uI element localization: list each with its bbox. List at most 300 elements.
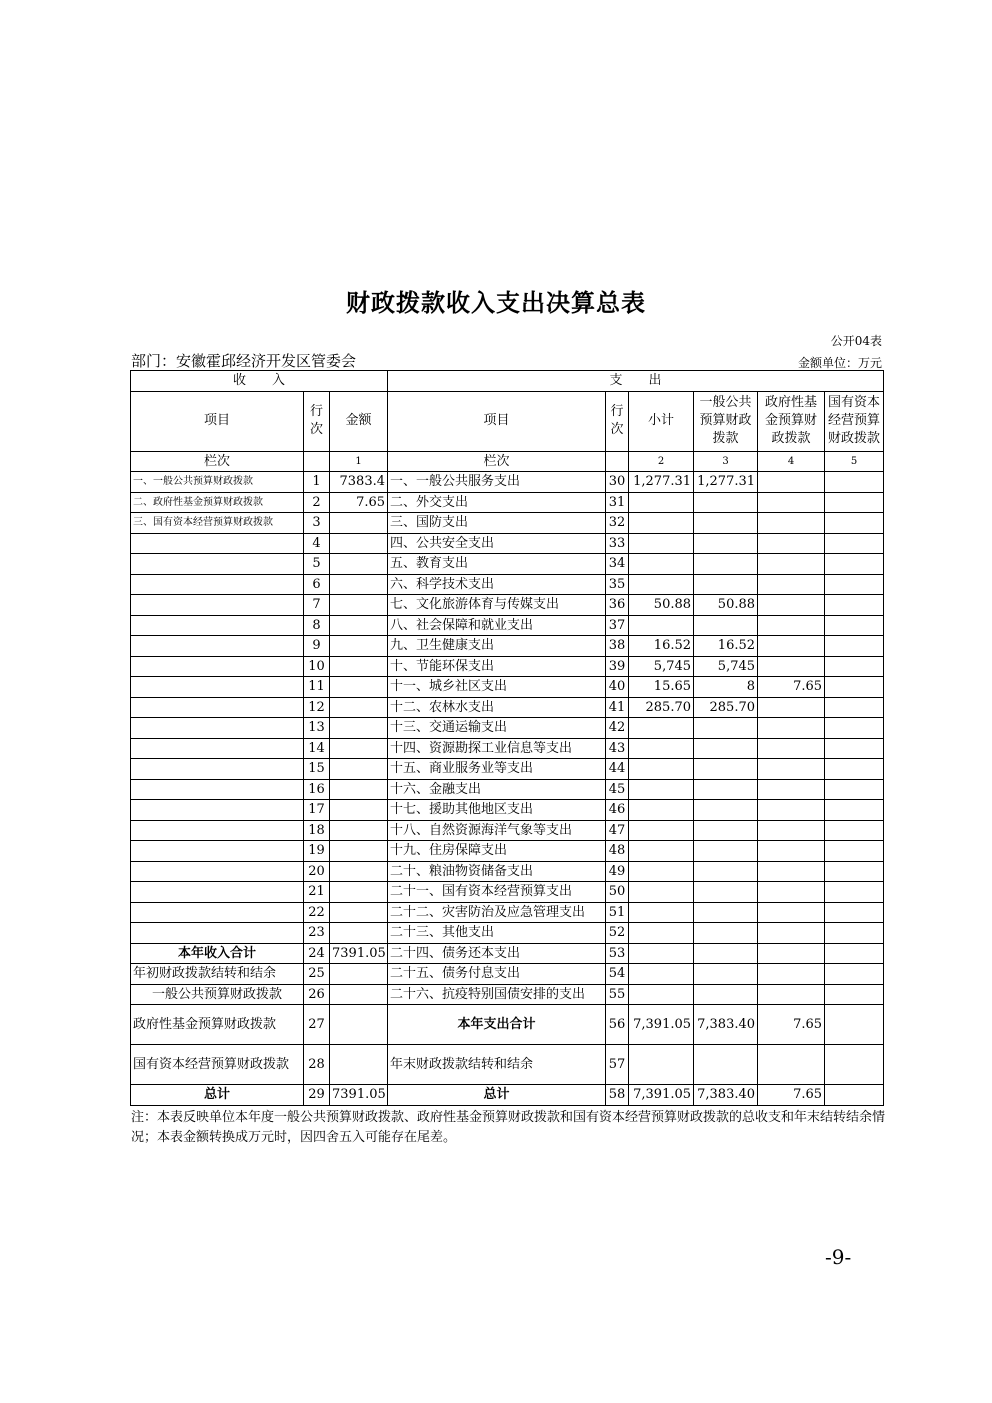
- subtotal-value: 7,391.05: [629, 1005, 694, 1045]
- table-row: [131, 513, 884, 534]
- col-index-2: 2: [629, 451, 694, 472]
- expense-item: 十七、援助其他地区支出: [388, 800, 606, 821]
- state-capital-value: [825, 533, 884, 554]
- fund-budget-value: [758, 820, 825, 841]
- income-row-no: 1: [304, 472, 330, 493]
- fund-budget-value: [758, 615, 825, 636]
- expense-item: 二十三、其他支出: [388, 923, 606, 944]
- income-item: [131, 923, 304, 944]
- table-row: [131, 595, 884, 616]
- income-row-no: 25: [304, 964, 330, 985]
- income-item: 政府性基金预算财政拨款: [131, 1005, 304, 1045]
- expense-row-no: 36: [606, 595, 629, 616]
- table-row: [131, 554, 884, 575]
- expense-item: 十九、住房保障支出: [388, 841, 606, 862]
- subtotal-value: [629, 574, 694, 595]
- income-total-label: 本年收入合计: [131, 943, 304, 964]
- subtotal-value: [629, 779, 694, 800]
- income-amount: [330, 841, 388, 862]
- income-amount: [330, 656, 388, 677]
- income-item: [131, 615, 304, 636]
- general-budget-value: [694, 902, 758, 923]
- state-capital-value: [825, 636, 884, 657]
- expense-row-no: 39: [606, 656, 629, 677]
- table-row: [131, 472, 884, 493]
- income-amount: [330, 902, 388, 923]
- fund-budget-value: [758, 718, 825, 739]
- expense-row-no-header: 行次: [606, 391, 629, 451]
- general-budget-value: 16.52: [694, 636, 758, 657]
- income-amount: 7.65: [330, 492, 388, 513]
- general-budget-value: 8: [694, 677, 758, 698]
- expense-row-no: 42: [606, 718, 629, 739]
- subtotal-value: 7,391.05: [629, 1085, 694, 1106]
- income-amount: [330, 554, 388, 575]
- expense-row-no: 43: [606, 738, 629, 759]
- subtotal-value: [629, 800, 694, 821]
- income-row-no: 29: [304, 1085, 330, 1106]
- income-amount: [330, 882, 388, 903]
- table-row: [131, 677, 884, 698]
- income-amount: 7391.05: [330, 943, 388, 964]
- fund-budget-value: 7.65: [758, 1005, 825, 1045]
- income-amount: [330, 718, 388, 739]
- general-budget-value: [694, 882, 758, 903]
- income-item: [131, 554, 304, 575]
- general-budget-value: [694, 800, 758, 821]
- expense-row-no: 40: [606, 677, 629, 698]
- expense-item: 二十、粮油物资储备支出: [388, 861, 606, 882]
- income-amount: [330, 513, 388, 534]
- general-budget-value: [694, 984, 758, 1005]
- table-row: [131, 841, 884, 862]
- table-row: [131, 1085, 884, 1106]
- fund-budget-value: [758, 943, 825, 964]
- expense-item: 二十五、债务付息支出: [388, 964, 606, 985]
- subtotal-value: [629, 820, 694, 841]
- income-amount: [330, 923, 388, 944]
- state-capital-value: [825, 718, 884, 739]
- subtotal-value: [629, 492, 694, 513]
- general-budget-value: [694, 554, 758, 575]
- state-capital-value: [825, 861, 884, 882]
- fund-budget-value: [758, 554, 825, 575]
- income-row-no: 14: [304, 738, 330, 759]
- expense-row-no: 35: [606, 574, 629, 595]
- general-budget-value: 285.70: [694, 697, 758, 718]
- expense-col-label: 栏次: [388, 451, 606, 472]
- expense-item: 二、外交支出: [388, 492, 606, 513]
- expense-row-no: 57: [606, 1045, 629, 1085]
- state-capital-value: [825, 1085, 884, 1106]
- subtotal-value: [629, 1045, 694, 1085]
- subtotal-value: [629, 984, 694, 1005]
- expense-item: 二十四、债务还本支出: [388, 943, 606, 964]
- income-amount: [330, 820, 388, 841]
- income-row-no: 3: [304, 513, 330, 534]
- grand-total-label: 总计: [131, 1085, 304, 1106]
- table-row: [131, 492, 884, 513]
- state-capital-value: [825, 615, 884, 636]
- page-title: 财政拨款收入支出决算总表: [346, 289, 646, 317]
- general-budget-value: [694, 820, 758, 841]
- income-col-label: 栏次: [131, 451, 304, 472]
- fund-budget-value: [758, 800, 825, 821]
- expense-row-no: 31: [606, 492, 629, 513]
- income-amount: [330, 1045, 388, 1085]
- income-item: 二、政府性基金预算财政拨款: [131, 492, 304, 513]
- subtotal-value: 15.65: [629, 677, 694, 698]
- subtotal-value: 285.70: [629, 697, 694, 718]
- expense-item: 十三、交通运输支出: [388, 718, 606, 739]
- income-row-no: 17: [304, 800, 330, 821]
- income-amount-header: 金额: [330, 391, 388, 451]
- income-row-no: 28: [304, 1045, 330, 1085]
- expense-row-no: 56: [606, 1005, 629, 1045]
- state-capital-value: [825, 697, 884, 718]
- expense-row-no: 53: [606, 943, 629, 964]
- income-item: [131, 779, 304, 800]
- income-item: [131, 697, 304, 718]
- income-amount: [330, 779, 388, 800]
- fund-budget-value: 7.65: [758, 1085, 825, 1106]
- state-capital-value: [825, 779, 884, 800]
- income-item: [131, 738, 304, 759]
- state-capital-header: 国有资本经营预算财政拨款: [825, 391, 884, 451]
- expense-item: 五、教育支出: [388, 554, 606, 575]
- expense-row-no: 55: [606, 984, 629, 1005]
- subtotal-value: [629, 533, 694, 554]
- fund-budget-value: [758, 636, 825, 657]
- state-capital-value: [825, 841, 884, 862]
- table-row: [131, 882, 884, 903]
- table-row: [131, 759, 884, 780]
- state-capital-value: [825, 738, 884, 759]
- income-amount: [330, 677, 388, 698]
- income-item: 三、国有资本经营预算财政拨款: [131, 513, 304, 534]
- subtotal-value: [629, 861, 694, 882]
- income-group-header: 收 入: [131, 371, 388, 392]
- income-item-header: 项目: [131, 391, 304, 451]
- income-item: [131, 574, 304, 595]
- income-row-no: 2: [304, 492, 330, 513]
- general-budget-value: [694, 964, 758, 985]
- income-item: 年初财政拨款结转和结余: [131, 964, 304, 985]
- subtotal-value: [629, 964, 694, 985]
- budget-table: [130, 370, 884, 1106]
- col-index-3: 3: [694, 451, 758, 472]
- expense-row-no: 32: [606, 513, 629, 534]
- income-item: [131, 533, 304, 554]
- income-item: 国有资本经营预算财政拨款: [131, 1045, 304, 1085]
- expense-item: 十、节能环保支出: [388, 656, 606, 677]
- general-budget-value: 7,383.40: [694, 1085, 758, 1106]
- table-row: [131, 697, 884, 718]
- income-row-no: 20: [304, 861, 330, 882]
- general-budget-value: [694, 1045, 758, 1085]
- fund-budget-value: [758, 964, 825, 985]
- income-row-no: 9: [304, 636, 330, 657]
- income-row-no: 10: [304, 656, 330, 677]
- subtotal-value: 5,745: [629, 656, 694, 677]
- expense-row-no: 46: [606, 800, 629, 821]
- expense-total-label: 本年支出合计: [388, 1005, 606, 1045]
- income-amount: [330, 636, 388, 657]
- table-row: [131, 656, 884, 677]
- column-index-row: [131, 451, 884, 472]
- income-item: [131, 595, 304, 616]
- expense-item: 十六、金融支出: [388, 779, 606, 800]
- state-capital-value: [825, 595, 884, 616]
- unit-label: 金额单位：万元: [797, 356, 882, 370]
- expense-col-blank: [606, 451, 629, 472]
- income-item: [131, 677, 304, 698]
- expense-row-no: 41: [606, 697, 629, 718]
- income-row-no: 12: [304, 697, 330, 718]
- expense-item: 七、文化旅游体育与传媒支出: [388, 595, 606, 616]
- income-item: [131, 820, 304, 841]
- general-budget-value: 7,383.40: [694, 1005, 758, 1045]
- fund-budget-value: [758, 923, 825, 944]
- subtotal-value: [629, 841, 694, 862]
- income-amount: [330, 964, 388, 985]
- income-amount: [330, 984, 388, 1005]
- subtotal-value: 1,277.31: [629, 472, 694, 493]
- income-amount: 7383.4: [330, 472, 388, 493]
- fund-budget-value: [758, 574, 825, 595]
- income-item: [131, 636, 304, 657]
- subtotal-value: [629, 513, 694, 534]
- fund-budget-value: [758, 738, 825, 759]
- general-budget-value: [694, 861, 758, 882]
- income-row-no: 24: [304, 943, 330, 964]
- fund-budget-value: [758, 841, 825, 862]
- income-item: [131, 841, 304, 862]
- expense-item-header: 项目: [388, 391, 606, 451]
- fund-budget-value: [758, 902, 825, 923]
- state-capital-value: [825, 513, 884, 534]
- expense-item: 八、社会保障和就业支出: [388, 615, 606, 636]
- expense-item: 十二、农林水支出: [388, 697, 606, 718]
- state-capital-value: [825, 1005, 884, 1045]
- income-row-no: 21: [304, 882, 330, 903]
- expense-row-no: 34: [606, 554, 629, 575]
- income-item: [131, 800, 304, 821]
- expense-item: 十八、自然资源海洋气象等支出: [388, 820, 606, 841]
- general-budget-value: [694, 923, 758, 944]
- subtotal-value: [629, 943, 694, 964]
- fund-budget-value: [758, 882, 825, 903]
- income-amount: [330, 615, 388, 636]
- expense-item: 一、一般公共服务支出: [388, 472, 606, 493]
- income-row-no: 16: [304, 779, 330, 800]
- subtotal-value: [629, 554, 694, 575]
- table-row: [131, 1005, 884, 1045]
- expense-row-no: 33: [606, 533, 629, 554]
- table-row: [131, 820, 884, 841]
- income-item: [131, 861, 304, 882]
- state-capital-value: [825, 472, 884, 493]
- income-row-no: 19: [304, 841, 330, 862]
- fund-budget-value: [758, 513, 825, 534]
- table-row: [131, 636, 884, 657]
- col-index-4: 4: [758, 451, 825, 472]
- income-row-no: 26: [304, 984, 330, 1005]
- income-row-no: 18: [304, 820, 330, 841]
- expense-row-no: 30: [606, 472, 629, 493]
- general-budget-value: [694, 533, 758, 554]
- table-row: [131, 738, 884, 759]
- state-capital-value: [825, 656, 884, 677]
- expense-row-no: 47: [606, 820, 629, 841]
- income-row-no: 7: [304, 595, 330, 616]
- expense-item: 二十一、国有资本经营预算支出: [388, 882, 606, 903]
- table-row: [131, 964, 884, 985]
- income-amount: [330, 800, 388, 821]
- fund-budget-header: 政府性基金预算财政拨款: [758, 391, 825, 451]
- income-row-no: 27: [304, 1005, 330, 1045]
- state-capital-value: [825, 943, 884, 964]
- fund-budget-value: [758, 779, 825, 800]
- expense-row-no: 54: [606, 964, 629, 985]
- fund-budget-value: [758, 595, 825, 616]
- expense-item: 二十六、抗疫特别国债安排的支出: [388, 984, 606, 1005]
- income-row-no: 6: [304, 574, 330, 595]
- grand-total-label: 总计: [388, 1085, 606, 1106]
- subtotal-value: [629, 882, 694, 903]
- income-amount: 7391.05: [330, 1085, 388, 1106]
- subtotal-value: [629, 615, 694, 636]
- expense-item: 十四、资源勘探工业信息等支出: [388, 738, 606, 759]
- expense-row-no: 52: [606, 923, 629, 944]
- expense-item: 六、科学技术支出: [388, 574, 606, 595]
- income-item: 一般公共预算财政拨款: [131, 984, 304, 1005]
- general-budget-value: [694, 574, 758, 595]
- state-capital-value: [825, 964, 884, 985]
- fund-budget-value: [758, 656, 825, 677]
- income-row-no: 23: [304, 923, 330, 944]
- fund-budget-value: [758, 861, 825, 882]
- subtotal-value: [629, 902, 694, 923]
- state-capital-value: [825, 902, 884, 923]
- expense-group-header: 支 出: [388, 371, 884, 392]
- column-header-row: [131, 391, 884, 451]
- general-budget-value: [694, 738, 758, 759]
- fund-budget-value: 7.65: [758, 677, 825, 698]
- table-body: [131, 371, 884, 1106]
- general-budget-value: 50.88: [694, 595, 758, 616]
- state-capital-value: [825, 984, 884, 1005]
- general-budget-value: 1,277.31: [694, 472, 758, 493]
- fund-budget-value: [758, 759, 825, 780]
- general-budget-value: [694, 841, 758, 862]
- expense-item: 三、国防支出: [388, 513, 606, 534]
- table-row: [131, 574, 884, 595]
- income-row-no: 5: [304, 554, 330, 575]
- col-index-5: 5: [825, 451, 884, 472]
- expense-row-no: 58: [606, 1085, 629, 1106]
- table-row: [131, 943, 884, 964]
- income-row-no-header: 行次: [304, 391, 330, 451]
- state-capital-value: [825, 800, 884, 821]
- expense-row-no: 44: [606, 759, 629, 780]
- table-row: [131, 779, 884, 800]
- subtotal-value: [629, 738, 694, 759]
- income-col-blank: [304, 451, 330, 472]
- state-capital-value: [825, 820, 884, 841]
- fund-budget-value: [758, 492, 825, 513]
- state-capital-value: [825, 492, 884, 513]
- expense-row-no: 48: [606, 841, 629, 862]
- income-item: 一、一般公共预算财政拨款: [131, 472, 304, 493]
- general-budget-value: [694, 492, 758, 513]
- state-capital-value: [825, 1045, 884, 1085]
- expense-row-no: 49: [606, 861, 629, 882]
- expense-item: 九、卫生健康支出: [388, 636, 606, 657]
- subtotal-header: 小计: [629, 391, 694, 451]
- table-row: [131, 718, 884, 739]
- general-budget-value: [694, 513, 758, 534]
- income-amount: [330, 1005, 388, 1045]
- general-budget-value: 5,745: [694, 656, 758, 677]
- expense-row-no: 51: [606, 902, 629, 923]
- group-header-row: [131, 371, 884, 392]
- department-label: 部门：安徽霍邱经济开发区管委会: [131, 352, 357, 370]
- col-index-1: 1: [330, 451, 388, 472]
- fund-budget-value: [758, 533, 825, 554]
- general-budget-header: 一般公共预算财政拨款: [694, 391, 758, 451]
- income-item: [131, 882, 304, 903]
- income-row-no: 4: [304, 533, 330, 554]
- table-row: [131, 902, 884, 923]
- income-item: [131, 759, 304, 780]
- income-row-no: 11: [304, 677, 330, 698]
- general-budget-value: [694, 615, 758, 636]
- state-capital-value: [825, 554, 884, 575]
- income-row-no: 13: [304, 718, 330, 739]
- income-amount: [330, 533, 388, 554]
- table-row: [131, 861, 884, 882]
- subtotal-value: [629, 923, 694, 944]
- income-row-no: 22: [304, 902, 330, 923]
- subtotal-value: 16.52: [629, 636, 694, 657]
- expense-row-no: 37: [606, 615, 629, 636]
- income-row-no: 15: [304, 759, 330, 780]
- subtotal-value: [629, 759, 694, 780]
- income-item: [131, 656, 304, 677]
- table-number: 公开04表: [830, 334, 882, 348]
- income-row-no: 8: [304, 615, 330, 636]
- table-row: [131, 800, 884, 821]
- state-capital-value: [825, 574, 884, 595]
- state-capital-value: [825, 882, 884, 903]
- income-amount: [330, 861, 388, 882]
- expense-item: 四、公共安全支出: [388, 533, 606, 554]
- general-budget-value: [694, 943, 758, 964]
- fund-budget-value: [758, 472, 825, 493]
- income-amount: [330, 759, 388, 780]
- table-row: [131, 984, 884, 1005]
- income-amount: [330, 697, 388, 718]
- expense-item: 二十二、灾害防治及应急管理支出: [388, 902, 606, 923]
- state-capital-value: [825, 759, 884, 780]
- expense-row-no: 45: [606, 779, 629, 800]
- table-row: [131, 615, 884, 636]
- table-row: [131, 533, 884, 554]
- expense-row-no: 38: [606, 636, 629, 657]
- subtotal-value: 50.88: [629, 595, 694, 616]
- general-budget-value: [694, 779, 758, 800]
